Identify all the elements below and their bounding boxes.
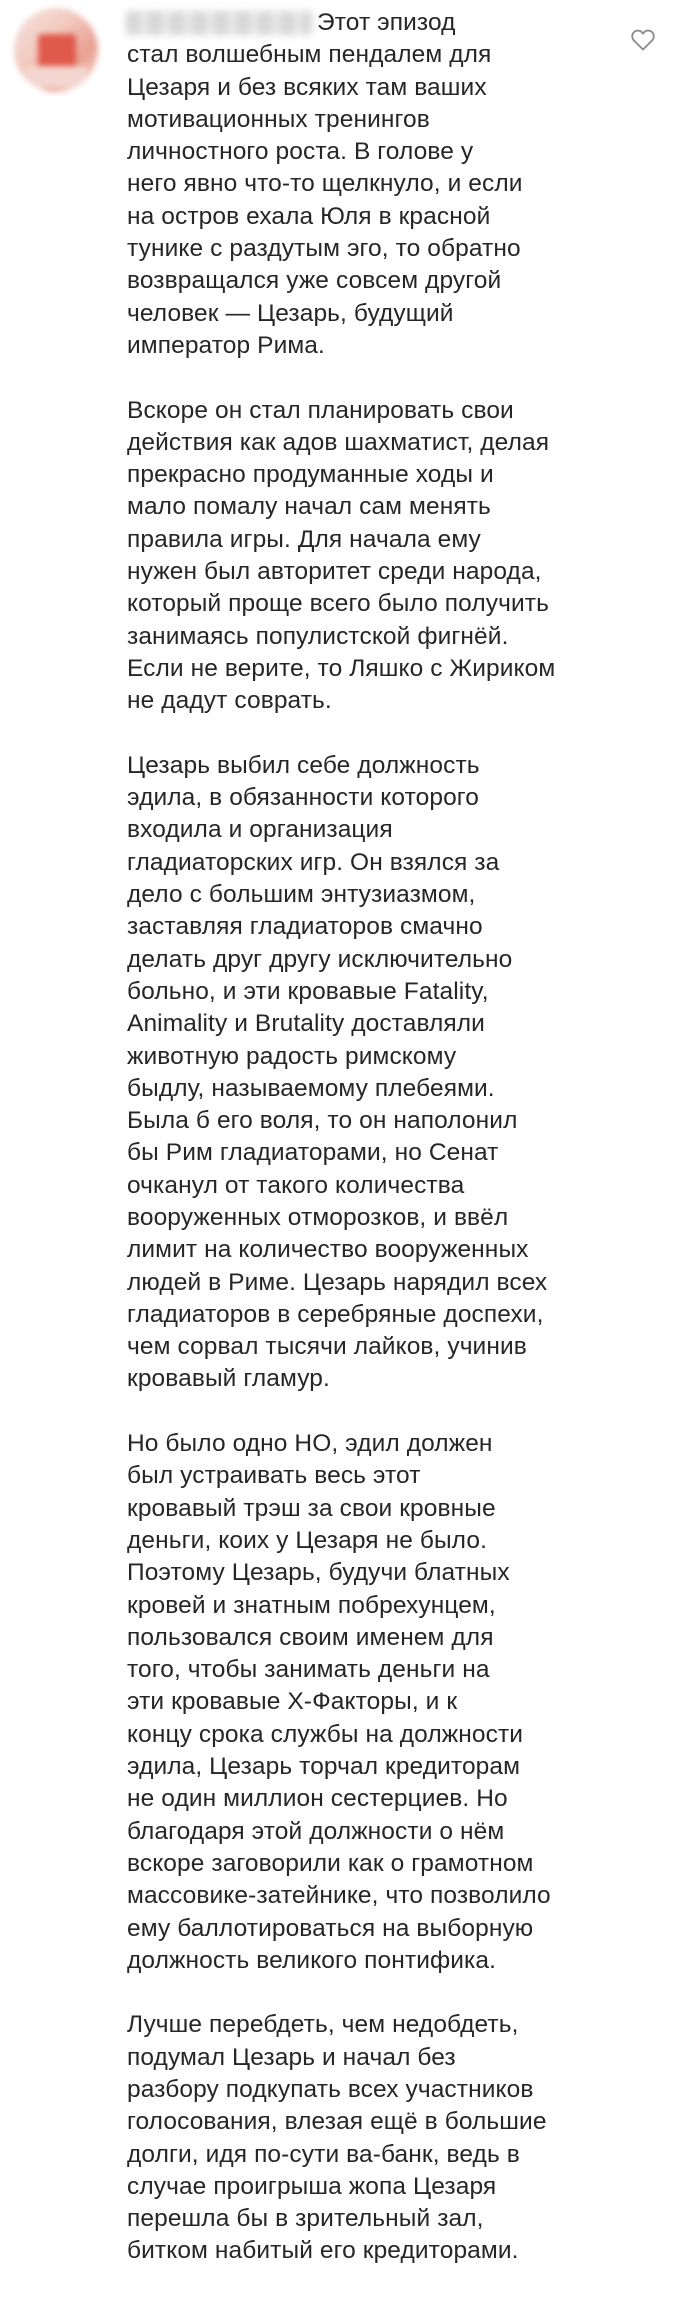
- text-line: Лучше перебдеть, чем недобдеть,: [127, 2011, 519, 2039]
- text-line: император Рима.: [127, 331, 325, 359]
- text-line: того, чтобы занимать деньги на: [127, 1656, 490, 1684]
- text-line: занимаясь популистской фигнёй.: [127, 622, 509, 650]
- text-line: Была б его воля, то он наполонил: [127, 1107, 518, 1135]
- text-line: вооруженных отморозков, и ввёл: [127, 1203, 509, 1231]
- text-line: Цезарь выбил себе должность: [127, 751, 480, 779]
- text-line: концу срока службы на должности: [127, 1720, 524, 1748]
- text-line: разбору подкупать всех участников: [127, 2076, 534, 2103]
- text-line: должность великого понтифика.: [127, 1946, 497, 1974]
- text-line: эдила, в обязанности которого: [127, 784, 480, 812]
- text-line: Animality и Brutality доставляли: [127, 1010, 485, 1038]
- text-line: дело с большим энтузиазмом,: [127, 881, 476, 909]
- text-line: мало помалу начал сам менять: [127, 493, 491, 521]
- text-line: больно, и эти кровавые Fatality,: [127, 977, 489, 1005]
- text-line: Цезаря и без всяких там ваших: [127, 73, 487, 101]
- text-line: мотивационных тренингов: [127, 105, 430, 133]
- heart-outline-icon: [630, 28, 656, 52]
- text-line: долги, идя по-сути ва-банк, ведь в: [127, 2140, 520, 2168]
- paragraph-4: [127, 1428, 617, 1977]
- text-line: вскоре заговорили как о грамотном: [127, 1849, 534, 1877]
- text-line: не один миллион сестерциев. Но: [127, 1785, 508, 1813]
- text-line: Но было одно НО, эдил должен: [127, 1430, 493, 1458]
- text-line: эти кровавые Х-Факторы, и к: [127, 1688, 458, 1716]
- paragraph-3: [127, 750, 617, 1396]
- text-line: возвращался уже совсем другой: [127, 267, 502, 295]
- text-line: очканул от такого количества: [127, 1171, 465, 1199]
- text-line: деньги, коих у Цезаря не было.: [127, 1526, 487, 1554]
- text-line: заставляя гладиаторов смачно: [127, 913, 483, 941]
- text-line: Вскоре он стал планировать свои: [127, 396, 514, 424]
- text-line: чем сорвал тысячи лайков, учинив: [127, 1333, 527, 1361]
- text-line: голосования, влезая ещё в большие: [127, 2108, 547, 2136]
- paragraph-5: [127, 2009, 617, 2267]
- text-line: нужен был авторитет среди народа,: [127, 558, 542, 586]
- text-line: случае проигрыша жопа Цезаря: [127, 2172, 497, 2200]
- text-line: быдлу, называемому плебеями.: [127, 1074, 495, 1102]
- text-line: не дадут соврать.: [127, 687, 332, 715]
- text-line: бы Рим гладиаторами, но Сенат: [127, 1139, 499, 1167]
- text-line: пользовался своим именем для: [127, 1623, 494, 1651]
- text-line: правила игры. Для начала ему: [127, 525, 481, 553]
- comment-text: [127, 7, 617, 2300]
- text-line: людей в Риме. Цезарь нарядил всех: [127, 1268, 548, 1296]
- text-line: который проще всего было получить: [127, 590, 549, 618]
- avatar[interactable]: [14, 8, 98, 92]
- text-line: кровей и знатным побрехунцем,: [127, 1591, 496, 1619]
- text-line: массовике-затейнике, что позволило: [127, 1882, 551, 1910]
- text-line: битком набитый его кредиторами.: [127, 2237, 519, 2265]
- like-heart-icon[interactable]: [630, 28, 656, 52]
- text-line: был устраивать весь этот: [127, 1462, 421, 1490]
- text-line: гладиаторских игр. Он взялся за: [127, 848, 500, 876]
- text-line: прекрасно продуманные ходы и: [127, 461, 494, 489]
- text-line: гладиаторов в серебряные доспехи,: [127, 1300, 544, 1328]
- text-line: перешла бы в зрительный зал,: [127, 2205, 484, 2233]
- text-line: благодаря этой должности о нём: [127, 1817, 505, 1845]
- text-line: животную радость римскому: [127, 1042, 457, 1070]
- paragraph-1: [127, 7, 617, 362]
- text-line: него явно что-то щелкнуло, и если: [127, 170, 523, 198]
- text-line: человек — Цезарь, будущий: [127, 299, 454, 327]
- text-line: кровавый гламур.: [127, 1365, 330, 1393]
- text-line: действия как адов шахматист, делая: [127, 428, 550, 456]
- text-line: Поэтому Цезарь, будучи блатных: [127, 1559, 510, 1587]
- text-line: стал волшебным пендалем для: [127, 41, 492, 69]
- text-line: делать друг другу исключительно: [127, 945, 513, 973]
- text-line: личностного роста. В голове у: [127, 138, 474, 166]
- text-line: тунике с раздутым эго, то обратно: [127, 235, 521, 263]
- text-line: кровавый трэш за свои кровные: [127, 1494, 496, 1522]
- text-line: эдила, Цезарь торчал кредиторам: [127, 1753, 521, 1781]
- paragraph-2: [127, 395, 617, 718]
- text-line: лимит на количество вооруженных: [127, 1236, 529, 1264]
- text-line: на остров ехала Юля в красной: [127, 202, 491, 230]
- text-line: входила и организация: [127, 816, 393, 844]
- text-line: ему баллотироваться на выборную: [127, 1914, 534, 1942]
- text-line: Этот эпизод: [317, 9, 456, 36]
- text-line: подумал Цезарь и начал без: [127, 2043, 456, 2071]
- text-line: Если не верите, то Ляшко с Жириком: [127, 654, 556, 682]
